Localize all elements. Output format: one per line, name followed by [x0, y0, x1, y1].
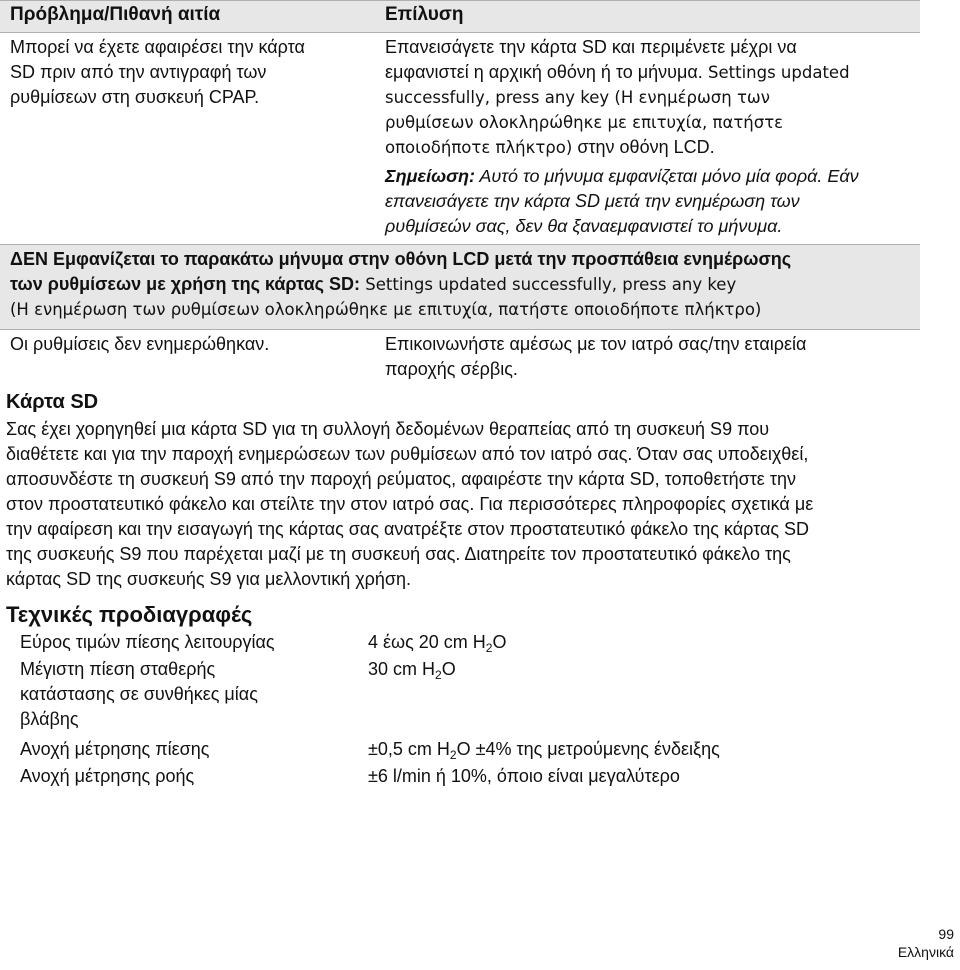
- paragraph-line: στον προστατευτικό φάκελο και στείλτε την στον ιατρό σας. Για περισσότερες πληροφορίες σχετικά με: [6, 494, 814, 514]
- spec-value-text: O ±4% της μετρούμενης ένδειξης: [456, 739, 720, 759]
- row1-solution-line: Επανεισάγετε την κάρτα SD και περιμένετε μέχρι να: [385, 37, 797, 57]
- spec-label: [20, 764, 194, 789]
- shaded-line: ΔΕΝ Εμφανίζεται το παρακάτω μήνυμα στην οθόνη LCD μετά την προσπάθεια ενημέρωσης: [10, 249, 792, 269]
- spec-value: [368, 737, 720, 764]
- row2-solution-line: Επικοινωνήστε αμέσως με τον ιατρό σας/την εταιρεία: [385, 334, 807, 354]
- spec-label-line: βλάβης: [20, 709, 79, 729]
- lcd-message-text: successfully, press any key (Η ενημέρωση των: [385, 88, 770, 107]
- spec-value-subscript: 2: [449, 748, 457, 762]
- spec-value-text: O: [492, 632, 507, 652]
- row1-solution-line: [385, 60, 925, 85]
- paragraph-line: την αφαίρεση και την εισαγωγή της κάρτας σας ανατρέξτε στον προστατευτικό φάκελο της κάρτας SD: [6, 519, 810, 539]
- lcd-message-text: ρυθμίσεων ολοκληρώθηκε με επιτυχία, πατήστε: [385, 113, 784, 132]
- lcd-message-text: (Η ενημέρωση των ρυθμίσεων ολοκληρώθηκε με επιτυχία, πατήστε οποιοδήποτε πλήκτρο): [10, 300, 762, 319]
- spec-value-text: O: [441, 659, 456, 679]
- note-label: Σημείωση:: [385, 166, 476, 186]
- shaded-message: [10, 247, 791, 322]
- page-number: 99: [938, 926, 954, 942]
- paragraph-line: αποσυνδέστε τη συσκευή S9 από την παροχή ρεύματος, αφαιρέστε την κάρτα SD, τοποθετήστε την: [6, 469, 796, 489]
- spec-label-line: Ανοχή μέτρησης πίεσης: [20, 739, 210, 759]
- row1-solution-text: στην οθόνη LCD.: [572, 137, 715, 157]
- spec-value-text: ±0,5 cm H: [368, 739, 450, 759]
- row2-solution-line: παροχής σέρβις.: [385, 359, 518, 379]
- spec-value-subscript: 2: [435, 668, 442, 682]
- sd-card-paragraph: [6, 417, 813, 592]
- spec-label: [20, 657, 258, 732]
- row2-problem: Οι ρυθμίσεις δεν ενημερώθηκαν.: [10, 334, 270, 354]
- spec-label: [20, 737, 209, 762]
- row1-solution-line: [385, 135, 925, 160]
- shaded-bold-text: των ρυθμίσεων με χρήση της κάρτας SD:: [10, 274, 361, 294]
- note-text: Αυτό το μήνυμα εμφανίζεται μόνο μία φορά. Εάν: [475, 166, 859, 186]
- spec-value-subscript: 2: [485, 641, 493, 655]
- spec-value-text: ±6 l/min ή 10%, όποιο είναι μεγαλύτερο: [368, 766, 680, 786]
- spec-label: [20, 630, 275, 655]
- footer-language: Ελληνικά: [897, 944, 954, 960]
- spec-label-line: Ανοχή μέτρησης ροής: [20, 766, 195, 786]
- spec-value-text: 4 έως 20 cm H: [368, 632, 486, 652]
- lcd-message-text: οποιοδήποτε πλήκτρο): [385, 138, 573, 157]
- spec-label-line: Μέγιστη πίεση σταθερής: [20, 659, 216, 679]
- spec-value: [368, 657, 456, 684]
- table-header-problem: Πρόβλημα/Πιθανή αιτία: [10, 4, 221, 25]
- lcd-message-text: Settings updated: [702, 63, 850, 82]
- sd-card-title: Κάρτα SD: [6, 391, 99, 413]
- spec-label-line: Εύρος τιμών πίεσης λειτουργίας: [20, 632, 275, 652]
- row1-solution: [385, 35, 925, 239]
- note-line: επανεισάγετε την κάρτα SD μετά την ενημέρωση των: [385, 191, 800, 211]
- row1-problem-line: SD πριν από την αντιγραφή των: [10, 62, 267, 82]
- spec-label-line: κατάστασης σε συνθήκες μίας: [20, 684, 258, 704]
- spec-value: [368, 630, 507, 657]
- spec-value: [368, 764, 680, 789]
- row1-solution-text: εμφανιστεί η αρχική οθόνη ή το μήνυμα.: [385, 62, 703, 82]
- specs-title: Τεχνικές προδιαγραφές: [6, 602, 253, 627]
- row1-problem-line: Μπορεί να έχετε αφαιρέσει την κάρτα: [10, 37, 305, 57]
- table-header-solution: Επίλυση: [385, 4, 464, 25]
- lcd-message-text: Settings updated successfully, press any key: [360, 275, 737, 294]
- shaded-line: [10, 272, 791, 297]
- note-line: ρυθμίσεών σας, δεν θα ξαναεμφανιστεί το μήνυμα.: [385, 216, 783, 236]
- note-line: [385, 164, 925, 189]
- paragraph-line: της συσκευής S9 που παρέχεται μαζί με τη συσκευή σας. Διατηρείτε τον προστατευτικό φάκελο της: [6, 544, 791, 564]
- paragraph-line: κάρτας SD της συσκευής S9 για μελλοντική χρήση.: [6, 569, 412, 589]
- paragraph-line: διαθέτετε και για την παροχή ενημερώσεων των ρυθμίσεων από τον ιατρό σας. Όταν σας υποδειχθεί,: [6, 444, 809, 464]
- spec-value-text: 30 cm H: [368, 659, 436, 679]
- page-footer: [898, 925, 954, 961]
- row2-solution: [385, 332, 806, 382]
- row1-problem: [10, 35, 305, 110]
- paragraph-line: Σας έχει χορηγηθεί μια κάρτα SD για τη συλλογή δεδομένων θεραπείας από τη συσκευή S9 που: [6, 419, 770, 439]
- row1-problem-line: ρυθμίσεων στη συσκευή CPAP.: [10, 87, 260, 107]
